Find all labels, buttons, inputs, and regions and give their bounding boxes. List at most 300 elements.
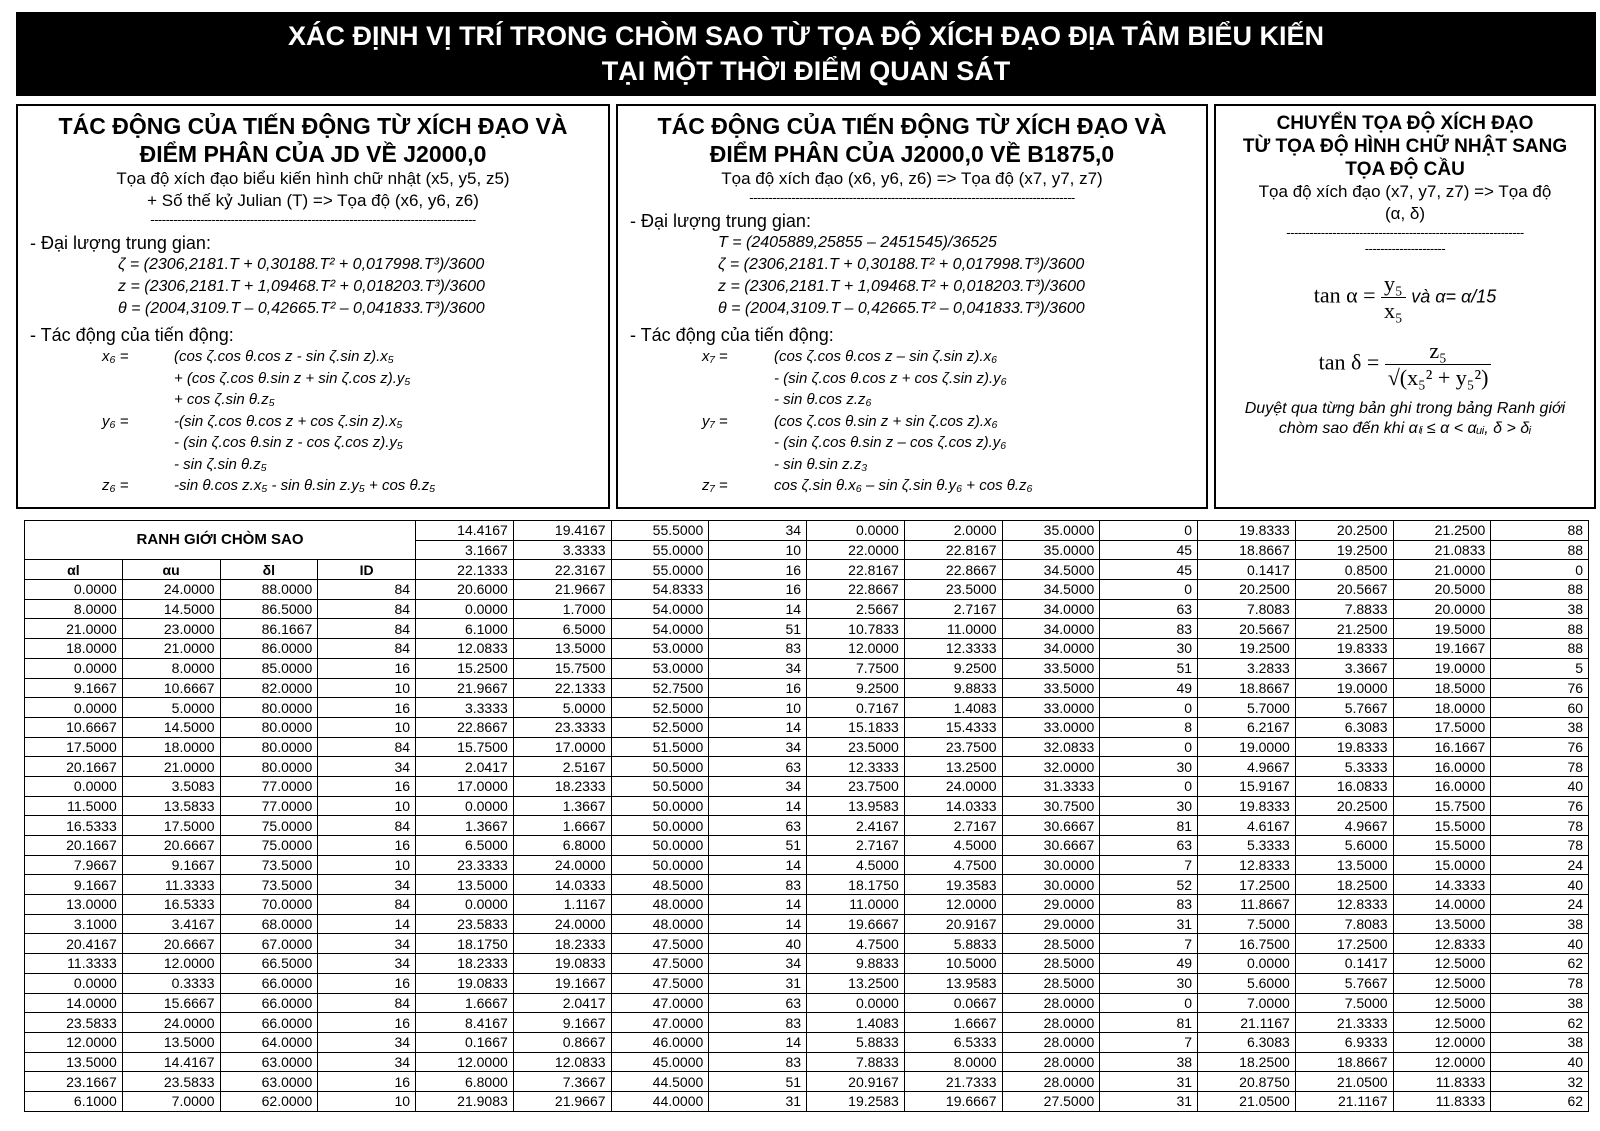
table-cell: 82.0000 [220, 678, 318, 698]
table-row [25, 1052, 1589, 1072]
table-row [25, 816, 1589, 836]
table-cell: 12.8333 [1295, 895, 1393, 915]
table-cell: 66.0000 [220, 973, 318, 993]
table-cell: 83 [1100, 619, 1198, 639]
table-cell: 5.6000 [1295, 836, 1393, 856]
table-cell: 40 [1491, 1052, 1589, 1072]
table-cell: 35.0000 [1002, 521, 1100, 541]
equation-line [30, 411, 596, 433]
table-cell: 63.0000 [220, 1052, 318, 1072]
table-cell: 11.8333 [1393, 1091, 1491, 1111]
table-cell: 1.3667 [416, 816, 514, 836]
table-cell: 3.4167 [122, 914, 220, 934]
table-cell: 48.0000 [611, 914, 709, 934]
table-cell: 20.9167 [904, 914, 1002, 934]
table-cell: 86.5000 [220, 599, 318, 619]
table-row [25, 1013, 1589, 1033]
table-cell: 10 [318, 717, 416, 737]
table-cell: 1.6667 [904, 1013, 1002, 1033]
table-cell: 53.0000 [611, 639, 709, 659]
table-cell: 12.0000 [1393, 1032, 1491, 1052]
table-cell: 16 [709, 678, 807, 698]
table-cell: 60 [1491, 698, 1589, 718]
table-cell: 7 [1100, 855, 1198, 875]
table-cell: 6.3083 [1295, 717, 1393, 737]
table-cell: 15.2500 [416, 658, 514, 678]
table-cell: 80.0000 [220, 737, 318, 757]
table-cell: 23.7500 [904, 737, 1002, 757]
table-cell: 17.2500 [1198, 875, 1296, 895]
table-cell: 78 [1491, 836, 1589, 856]
table-cell: 15.6667 [122, 993, 220, 1013]
table-cell: 52.5000 [611, 717, 709, 737]
panel2-formula-list [630, 232, 1194, 320]
table-cell: 10.6667 [25, 717, 123, 737]
table-row [25, 560, 1589, 580]
table-cell: 55.0000 [611, 540, 709, 560]
table-cell: 34 [318, 875, 416, 895]
table-cell: 50.5000 [611, 757, 709, 777]
table-cell: 84 [318, 619, 416, 639]
table-row [25, 1032, 1589, 1052]
table-cell: 21.2500 [1393, 521, 1491, 541]
table-cell: 34 [709, 954, 807, 974]
equation-expr: - sin θ.sin z.z₃ [774, 455, 868, 473]
table-cell: 70.0000 [220, 895, 318, 915]
table-cell: 0.0000 [25, 776, 123, 796]
formula-line: z = (2306,2181.T + 1,09468.T² + 0,018203.T³)/3600 [118, 278, 485, 295]
table-cell: 27.5000 [1002, 1091, 1100, 1111]
table-cell: 28.0000 [1002, 993, 1100, 1013]
table-cell: 3.3333 [416, 698, 514, 718]
table-cell: 12.0000 [25, 1032, 123, 1052]
table-cell: 34.0000 [1002, 639, 1100, 659]
table-cell: 5.0000 [122, 698, 220, 718]
table-cell: 11.8333 [1393, 1072, 1491, 1092]
table-cell: 55.5000 [611, 521, 709, 541]
table-cell: 34 [709, 658, 807, 678]
equation-line [30, 432, 596, 454]
panel1-title-line2: ĐIỂM PHÂN CỦA JD VỀ J2000,0 [139, 141, 487, 167]
panel-rect-to-spherical [1214, 104, 1596, 509]
table-cell: 11.3333 [25, 954, 123, 974]
table-cell: 38 [1491, 717, 1589, 737]
table-cell: 49 [1100, 678, 1198, 698]
table-cell: 6.8000 [416, 1072, 514, 1092]
table-cell: 88 [1491, 521, 1589, 541]
table-cell: 3.5083 [122, 776, 220, 796]
table-cell: 24.0000 [513, 855, 611, 875]
table-row [25, 914, 1589, 934]
table-cell: 5.6000 [1198, 973, 1296, 993]
table-cell: 0.0000 [807, 521, 905, 541]
table-cell: 30.0000 [1002, 875, 1100, 895]
table-cell: 19.1667 [1393, 639, 1491, 659]
table-cell: 62 [1491, 954, 1589, 974]
tan-alpha-numerator: y₅ [1381, 271, 1406, 298]
table-cell: 16 [318, 776, 416, 796]
table-cell: 40 [709, 934, 807, 954]
table-cell: 20.1667 [25, 836, 123, 856]
table-cell: 32.0833 [1002, 737, 1100, 757]
table-cell: 18.0000 [1393, 698, 1491, 718]
panel3-subtitle-line1: Tọa độ xích đạo (x7, y7, z7) => Tọa độ [1258, 182, 1552, 201]
table-cell: 50.0000 [611, 796, 709, 816]
table-cell: 19.1667 [513, 973, 611, 993]
table-cell: 1.6667 [513, 816, 611, 836]
equation-line [630, 454, 1194, 476]
table-cell: 40 [1491, 934, 1589, 954]
formula-line: θ = (2004,3109.T – 0,42665.T² – 0,041833.T³)/3600 [118, 300, 485, 317]
table-cell: 24 [1491, 855, 1589, 875]
table-cell: 12.0000 [1393, 1052, 1491, 1072]
table-cell: 88.0000 [220, 580, 318, 600]
table-cell: 19.0000 [1295, 678, 1393, 698]
table-cell: 18.0000 [122, 737, 220, 757]
table-cell: 40 [1491, 776, 1589, 796]
table-cell: 0.0000 [25, 580, 123, 600]
table-cell: 32.0000 [1002, 757, 1100, 777]
table-cell: 4.7500 [904, 855, 1002, 875]
table-cell: 14 [709, 599, 807, 619]
table-cell: 11.5000 [25, 796, 123, 816]
table-cell: 14 [709, 855, 807, 875]
table-cell: 16 [318, 698, 416, 718]
table-cell: 22.3167 [513, 560, 611, 580]
table-cell: 5.8833 [904, 934, 1002, 954]
table-cell: 63 [1100, 599, 1198, 619]
table-cell: 78 [1491, 973, 1589, 993]
table-cell: 20.6667 [122, 934, 220, 954]
table-cell: 34 [318, 934, 416, 954]
table-cell: 16 [318, 658, 416, 678]
table-cell: 84 [318, 599, 416, 619]
table-cell: 17.5000 [25, 737, 123, 757]
table-cell: 19.2583 [807, 1091, 905, 1111]
table-cell: 4.5000 [904, 836, 1002, 856]
equation-line [630, 432, 1194, 454]
table-cell: 32 [1491, 1072, 1589, 1092]
equation-name: x₇ = [702, 348, 728, 365]
table-cell: 52.5000 [611, 698, 709, 718]
table-cell: 14.5000 [122, 599, 220, 619]
table-cell: 12.5000 [1393, 973, 1491, 993]
table-cell: 14.0000 [1393, 895, 1491, 915]
table-cell: 0.0000 [1198, 954, 1296, 974]
table-row [25, 934, 1589, 954]
panel2-subtitle-line1: Tọa độ xích đạo (x6, y6, z6) => Tọa độ (x7, y7, z7) [721, 169, 1103, 188]
table-cell: 76 [1491, 737, 1589, 757]
table-cell: 2.7167 [904, 816, 1002, 836]
table-cell: 8 [1100, 717, 1198, 737]
panel3-title-line3: TỌA ĐỘ CẦU [1345, 159, 1465, 180]
table-cell: 63 [709, 993, 807, 1013]
table-cell: 1.4083 [904, 698, 1002, 718]
table-cell: 0.7167 [807, 698, 905, 718]
table-cell: 19.4167 [513, 521, 611, 541]
table-cell: 16.7500 [1198, 934, 1296, 954]
table-row [25, 580, 1589, 600]
table-cell: 9.1667 [25, 875, 123, 895]
table-cell: 81 [1100, 1013, 1198, 1033]
table-cell: 80.0000 [220, 757, 318, 777]
table-cell: 83 [709, 875, 807, 895]
table-cell: 13.5000 [122, 1032, 220, 1052]
table-cell: 9.1667 [122, 855, 220, 875]
constellation-boundary-table [24, 520, 1589, 1112]
table-cell: 12.8333 [1393, 934, 1491, 954]
table-cell: 22.1333 [513, 678, 611, 698]
table-cell: 30.7500 [1002, 796, 1100, 816]
panel-precession-jd-to-j2000 [16, 104, 610, 509]
table-cell: 12.8333 [1198, 855, 1296, 875]
table-cell: 7.7500 [807, 658, 905, 678]
table-cell: 20.6667 [122, 836, 220, 856]
table-header-cell: αu [122, 560, 220, 580]
table-cell: 51 [709, 619, 807, 639]
table-cell: 47.0000 [611, 1013, 709, 1033]
tan-alpha-lhs: tan α = [1313, 282, 1376, 308]
table-cell: 38 [1491, 993, 1589, 1013]
table-cell: 19.8333 [1198, 796, 1296, 816]
equation-line [30, 368, 596, 390]
table-cell: 14.3333 [1393, 875, 1491, 895]
equation-expr: + cos ζ.sin θ.z₅ [174, 391, 275, 408]
table-cell: 21.0500 [1198, 1091, 1296, 1111]
table-cell: 73.5000 [220, 855, 318, 875]
table-cell: 14.4167 [122, 1052, 220, 1072]
table-cell: 14 [709, 914, 807, 934]
table-cell: 19.0000 [1198, 737, 1296, 757]
equation-expr: - sin ζ.sin θ.z₅ [174, 455, 267, 473]
equation-line [630, 475, 1194, 497]
table-cell: 23.5833 [416, 914, 514, 934]
table-cell: 84 [318, 816, 416, 836]
tan-alpha-equation [1228, 271, 1582, 324]
equation-expr: + (cos ζ.cos θ.sin z + sin ζ.cos z).y₅ [174, 369, 411, 387]
table-cell: 3.2833 [1198, 658, 1296, 678]
table-cell: 50.0000 [611, 855, 709, 875]
table-cell: 12.3333 [904, 639, 1002, 659]
equation-name [630, 432, 774, 454]
table-cell: 19.8333 [1295, 639, 1393, 659]
table-cell: 52.7500 [611, 678, 709, 698]
table-cell: 21.9667 [416, 678, 514, 698]
table-cell: 29.0000 [1002, 895, 1100, 915]
page-banner [16, 12, 1596, 96]
table-cell: 24.0000 [513, 914, 611, 934]
table-cell: 1.3667 [513, 796, 611, 816]
table-cell: 3.1000 [25, 914, 123, 934]
table-cell: 12.5000 [1393, 993, 1491, 1013]
table-cell: 6.3083 [1198, 1032, 1296, 1052]
table-cell: 38 [1491, 599, 1589, 619]
table-cell: 5.3333 [1198, 836, 1296, 856]
table-cell: 16.0833 [1295, 776, 1393, 796]
table-cell: 1.4083 [807, 1013, 905, 1033]
table-cell: 28.0000 [1002, 1013, 1100, 1033]
table-cell: 19.2500 [1198, 639, 1296, 659]
panel2-equation-list [630, 346, 1194, 497]
table-cell: 47.0000 [611, 993, 709, 1013]
equation-expr: - (sin ζ.cos θ.sin z – cos ζ.cos z).y₆ [774, 434, 1007, 451]
table-cell: 18.8667 [1198, 678, 1296, 698]
table-cell: 23.1667 [25, 1072, 123, 1092]
panel1-subtitle-line2: + Số thế kỷ Julian (T) => Tọa độ (x6, y6, z6) [147, 191, 479, 210]
table-cell: 6.5000 [416, 836, 514, 856]
table-row [25, 1072, 1589, 1092]
table-cell: 63 [709, 757, 807, 777]
table-cell: 80.0000 [220, 717, 318, 737]
table-cell: 38 [1100, 1052, 1198, 1072]
table-cell: 24.0000 [122, 580, 220, 600]
table-cell: 20.2500 [1295, 796, 1393, 816]
table-cell: 14 [318, 914, 416, 934]
equation-line [630, 346, 1194, 368]
table-cell: 73.5000 [220, 875, 318, 895]
table-cell: 19.0833 [416, 973, 514, 993]
table-cell: 10 [318, 678, 416, 698]
table-cell: 30.6667 [1002, 836, 1100, 856]
table-row [25, 875, 1589, 895]
table-cell: 19.5000 [1393, 619, 1491, 639]
table-cell: 77.0000 [220, 776, 318, 796]
table-cell: 23.5833 [25, 1013, 123, 1033]
table-cell: 20.5000 [1393, 580, 1491, 600]
table-cell: 12.0833 [416, 639, 514, 659]
table-cell: 86.1667 [220, 619, 318, 639]
table-cell: 16.5333 [122, 895, 220, 915]
table-cell: 6.5000 [513, 619, 611, 639]
table-cell: 17.5000 [1393, 717, 1491, 737]
table-cell: 68.0000 [220, 914, 318, 934]
table-cell: 22.8167 [807, 560, 905, 580]
table-cell: 8.0000 [25, 599, 123, 619]
table-row [25, 954, 1589, 974]
table-cell: 12.5000 [1393, 954, 1491, 974]
table-cell: 78 [1491, 757, 1589, 777]
table-cell: 14.4167 [416, 521, 514, 541]
equation-expr: (cos ζ.cos θ.sin z + sin ζ.cos z).x₆ [774, 412, 998, 430]
table-cell: 19.0000 [1393, 658, 1491, 678]
table-cell: 16 [318, 836, 416, 856]
table-cell: 20.9167 [807, 1072, 905, 1092]
panel2-separator: ------------------------------------------------------------------------------------- [749, 190, 1075, 205]
table-cell: 23.5000 [904, 580, 1002, 600]
table-cell: 15.7500 [513, 658, 611, 678]
table-cell: 20.8750 [1198, 1072, 1296, 1092]
table-cell: 44.5000 [611, 1072, 709, 1092]
table-cell: 21.2500 [1295, 619, 1393, 639]
table-cell: 66.0000 [220, 993, 318, 1013]
panel1-subtitle-line1: Tọa độ xích đạo biểu kiến hình chữ nhật (x5, y5, z5) [116, 169, 510, 188]
table-cell: 34 [318, 757, 416, 777]
table-cell: 22.8167 [904, 540, 1002, 560]
panel-precession-j2000-to-b1875 [616, 104, 1208, 509]
panel1-effect-label: - Tác động của tiến động: [30, 325, 234, 345]
table-cell: 7.5000 [1198, 914, 1296, 934]
table-header-cell: δl [220, 560, 318, 580]
table-cell: 84 [318, 737, 416, 757]
table-cell: 34.5000 [1002, 580, 1100, 600]
equation-expr: -sin θ.cos z.x₅ - sin θ.sin z.y₅ + cos θ.z₅ [174, 477, 436, 494]
table-cell: 7.8083 [1295, 914, 1393, 934]
table-cell: 19.8333 [1295, 737, 1393, 757]
table-cell: 10.6667 [122, 678, 220, 698]
table-cell: 15.5000 [1393, 816, 1491, 836]
equation-name [30, 454, 174, 476]
table-cell: 21.0000 [1393, 560, 1491, 580]
table-cell: 21.1167 [1198, 1013, 1296, 1033]
table-cell: 18.2500 [1198, 1052, 1296, 1072]
table-cell: 11.0000 [807, 895, 905, 915]
equation-name: z₆ = [102, 477, 129, 494]
table-cell: 6.1000 [25, 1091, 123, 1111]
table-cell: 10 [318, 1091, 416, 1111]
table-cell: 7.8833 [807, 1052, 905, 1072]
table-cell: 0.0000 [416, 796, 514, 816]
equation-line [30, 389, 596, 411]
table-cell: 28.5000 [1002, 954, 1100, 974]
table-cell: 15.9167 [1198, 776, 1296, 796]
table-cell: 12.3333 [807, 757, 905, 777]
table-cell: 22.8667 [416, 717, 514, 737]
table-cell: 6.9333 [1295, 1032, 1393, 1052]
table-cell: 45 [1100, 560, 1198, 580]
table-cell: 10 [318, 796, 416, 816]
table-cell: 84 [318, 639, 416, 659]
table-cell: 85.0000 [220, 658, 318, 678]
table-cell: 11.8667 [1198, 895, 1296, 915]
table-cell: 81 [1100, 816, 1198, 836]
table-cell: 33.5000 [1002, 658, 1100, 678]
table-cell: 0 [1491, 560, 1589, 580]
table-cell: 21.0000 [122, 757, 220, 777]
table-cell: 13.5000 [1295, 855, 1393, 875]
table-cell: 20.1667 [25, 757, 123, 777]
panel1-equation-list [30, 346, 596, 497]
table-cell: 1.1167 [513, 895, 611, 915]
table-cell: 14 [709, 717, 807, 737]
table-cell: 22.8667 [807, 580, 905, 600]
table-header-cell: ID [318, 560, 416, 580]
table-cell: 21.7333 [904, 1072, 1002, 1092]
panel1-title-line1: TÁC ĐỘNG CỦA TIẾN ĐỘNG TỪ XÍCH ĐẠO VÀ [58, 113, 568, 139]
table-cell: 23.3333 [416, 855, 514, 875]
table-cell: 0 [1100, 737, 1198, 757]
table-cell: 9.1667 [513, 1013, 611, 1033]
table-cell: 76 [1491, 796, 1589, 816]
table-cell: 34.0000 [1002, 599, 1100, 619]
table-cell: 24 [1491, 895, 1589, 915]
equation-name [630, 454, 774, 476]
table-row [25, 619, 1589, 639]
tan-delta-denominator: √(x₅² + y₅²) [1387, 365, 1489, 390]
table-cell: 67.0000 [220, 934, 318, 954]
table-cell: 34 [709, 776, 807, 796]
table-cell: 62 [1491, 1013, 1589, 1033]
panel3-separator: -------------------------------------------------------------- [1286, 225, 1524, 240]
table-cell: 16.0000 [1393, 776, 1491, 796]
table-cell: 16.1667 [1393, 737, 1491, 757]
equation-expr: - (sin ζ.cos θ.cos z + cos ζ.sin z).y₆ [774, 369, 1007, 387]
table-cell: 19.8333 [1198, 521, 1296, 541]
table-cell: 31 [1100, 914, 1198, 934]
table-cell: 14 [709, 796, 807, 816]
equation-name: x₆ = [102, 348, 129, 365]
table-cell: 13.0000 [25, 895, 123, 915]
panel1-separator: ------------------------------------------------------------------------------------- [150, 212, 476, 227]
